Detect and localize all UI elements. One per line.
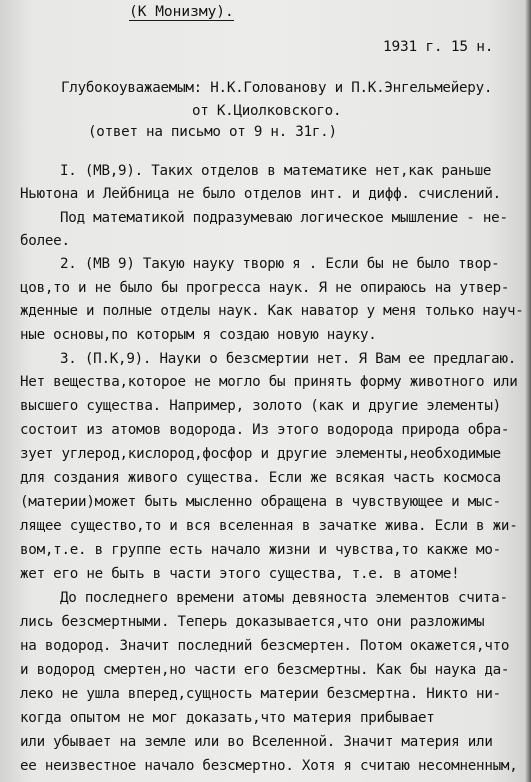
body-line: жет его не быть в части этого существа, т.е. в атоме! bbox=[20, 566, 460, 582]
body-line: состоит из атомов водорода. Из этого водорода природа обра- bbox=[20, 422, 510, 438]
body-line: и водород смертен,но части его безсмертны. Как бы наука да- bbox=[20, 662, 510, 678]
body-line: I. (МВ,9). Таких отделов в математике нет,как раньше bbox=[60, 163, 492, 179]
body-line: леко не ушла вперед,сущность материи безсмертна. Никто ни- bbox=[20, 686, 501, 702]
sender-line: от К.Циолковского. bbox=[192, 103, 342, 119]
body-line: зует углерод,кислород,фосфор и другие элементы,необходимые bbox=[20, 446, 501, 462]
reply-reference: (ответ на письмо от 9 н. 31г.) bbox=[88, 124, 337, 140]
body-line: ее неизвестное начало безсмертно. Хотя я считаю несомненным, bbox=[20, 758, 518, 774]
body-line: высшего существа. Например, золото (как и другие элементы) bbox=[20, 398, 501, 414]
body-line: лящее существо,то и вся вселенная в зачатке жива. Если в жи- bbox=[20, 518, 518, 534]
body-line: цов,то и не было бы прогресса наук. Я не опираюсь на утвер- bbox=[20, 280, 510, 296]
body-line: (материи)может быть мысленно обращена в чувствующее и мыс- bbox=[20, 494, 501, 510]
document-header: (К Монизму). bbox=[129, 4, 234, 20]
body-line: До последнего времени атомы девяноста элементов счита- bbox=[60, 590, 508, 606]
body-line: 3. (П.К,9). Науки о безсмертии нет. Я Вам ее предлагаю. bbox=[60, 351, 517, 367]
body-line: более. bbox=[20, 233, 70, 249]
body-line: лись безсмертными. Теперь доказывается,что они разложимы bbox=[20, 614, 485, 630]
body-line: Под математикой подразумеваю логическое мышление - не- bbox=[60, 210, 508, 226]
body-line: ные основы,по которым я создаю новую науку. bbox=[20, 327, 377, 343]
body-line: на водород. Значит последний безсмертен. Потом окажется,что bbox=[20, 638, 510, 654]
body-line: Нет вещества,которое не могло бы принять форму животного или bbox=[20, 374, 518, 390]
letter-date: 1931 г. 15 н. bbox=[383, 39, 494, 55]
body-line: жденные и полные отделы наук. Как наватор у меня только науч- bbox=[20, 303, 524, 319]
body-line: для создания живого существа. Если же всякая часть космоса bbox=[20, 470, 501, 486]
body-line: вом,т.е. в группе есть начало жизни и чувства,то какже мо- bbox=[20, 542, 501, 558]
body-line: когда опытом не мог доказать,что материя прибывает bbox=[20, 710, 435, 726]
body-line: 2. (МВ 9) Такую науку творю я . Если бы не было твор- bbox=[60, 256, 500, 272]
body-line: или убывает на земле или во Вселенной. Значит материя или bbox=[20, 734, 493, 750]
body-line: Ньютона и Лейбница не было отделов инт. и дифф. счислений. bbox=[20, 186, 501, 202]
salutation: Глубокоуважаемым: Н.К.Голованову и П.К.Энгельмейеру. bbox=[61, 80, 493, 96]
